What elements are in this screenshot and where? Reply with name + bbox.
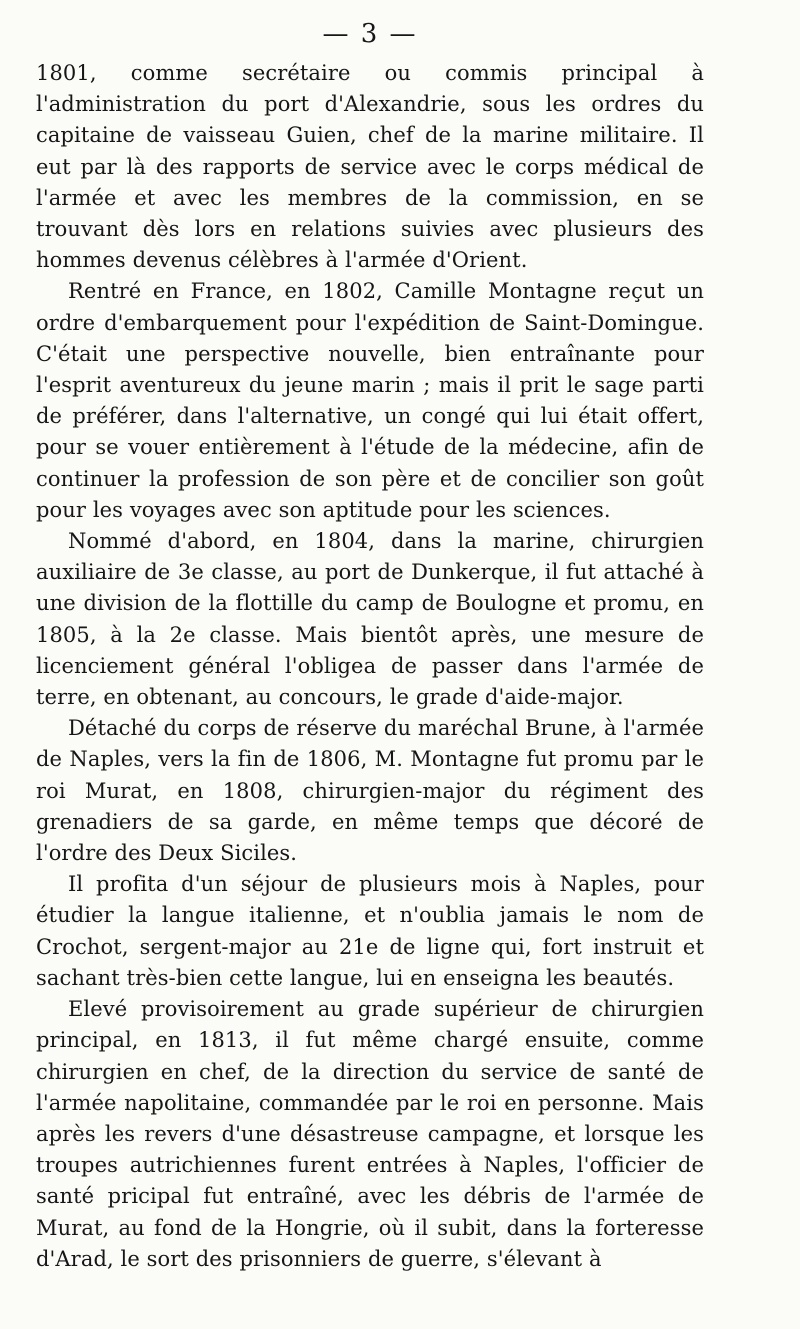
text-body [36,58,704,1275]
paragraph: Rentré en France, en 1802, Camille Montagne reçut un ordre d'embarquement pour l'expédition de Saint-Domingue. C'était une perspective nouvelle, bien entraînante pour l'esprit aventureux du jeune marin ; mais il prit le sage parti de préférer, dans l'alternative, un congé qui lui était offert, pour se vouer entièrement à l'étude de la médecine, afin de continuer la profession de son père et de concilier son goût pour les voyages avec son aptitude pour les sciences. [36,279,704,522]
paragraph: Il profita d'un séjour de plusieurs mois à Naples, pour étudier la langue italienne, et n'oublia jamais le nom de Crochot, sergent-major au 21e de ligne qui, fort instruit et sachant très-bien cette langue, lui en enseigna les beautés. [36,872,704,990]
page-number: — 3 — [322,19,418,49]
paragraph: 1801, comme secrétaire ou commis principal à l'administration du port d'Alexandrie, sous les ordres du capitaine de vaisseau Guien, chef de la marine militaire. Il eut par là des rapports de service avec le corps médical de l'armée et avec les membres de la commission, en se trouvant dès lors en relations suivies avec plusieurs des hommes devenus célèbres à l'armée d'Orient. [36,61,704,273]
paragraph: Elevé provisoirement au grade supérieur de chirurgien principal, en 1813, il fut même chargé ensuite, comme chirurgien en chef, de la direction du service de santé de l'armée napolitaine, commandée par le roi en personne. Mais après les revers d'une désastreuse campagne, et lorsque les troupes autrichiennes furent entrées à Naples, l'officier de santé pricipal fut entraîné, avec les débris de l'armée de Murat, au fond de la Hongrie, où il subit, dans la forteresse d'Arad, le sort des prisonniers de guerre, s'élevant à [36,997,704,1271]
paragraph: Détaché du corps de réserve du maréchal Brune, à l'armée de Naples, vers la fin de 1806, M. Montagne fut promu par le roi Murat, en 1808, chirurgien-major du régiment des grenadiers de sa garde, en même temps que décoré de l'ordre des Deux Siciles. [36,716,704,866]
paragraph: Nommé d'abord, en 1804, dans la marine, chirurgien auxiliaire de 3e classe, au port de Dunkerque, il fut attaché à une division de la flottille du camp de Boulogne et promu, en 1805, à la 2e classe. Mais bientôt après, une mesure de licenciement général l'obligea de passer dans l'armée de terre, en obtenant, au concours, le grade d'aide-major. [36,529,704,710]
